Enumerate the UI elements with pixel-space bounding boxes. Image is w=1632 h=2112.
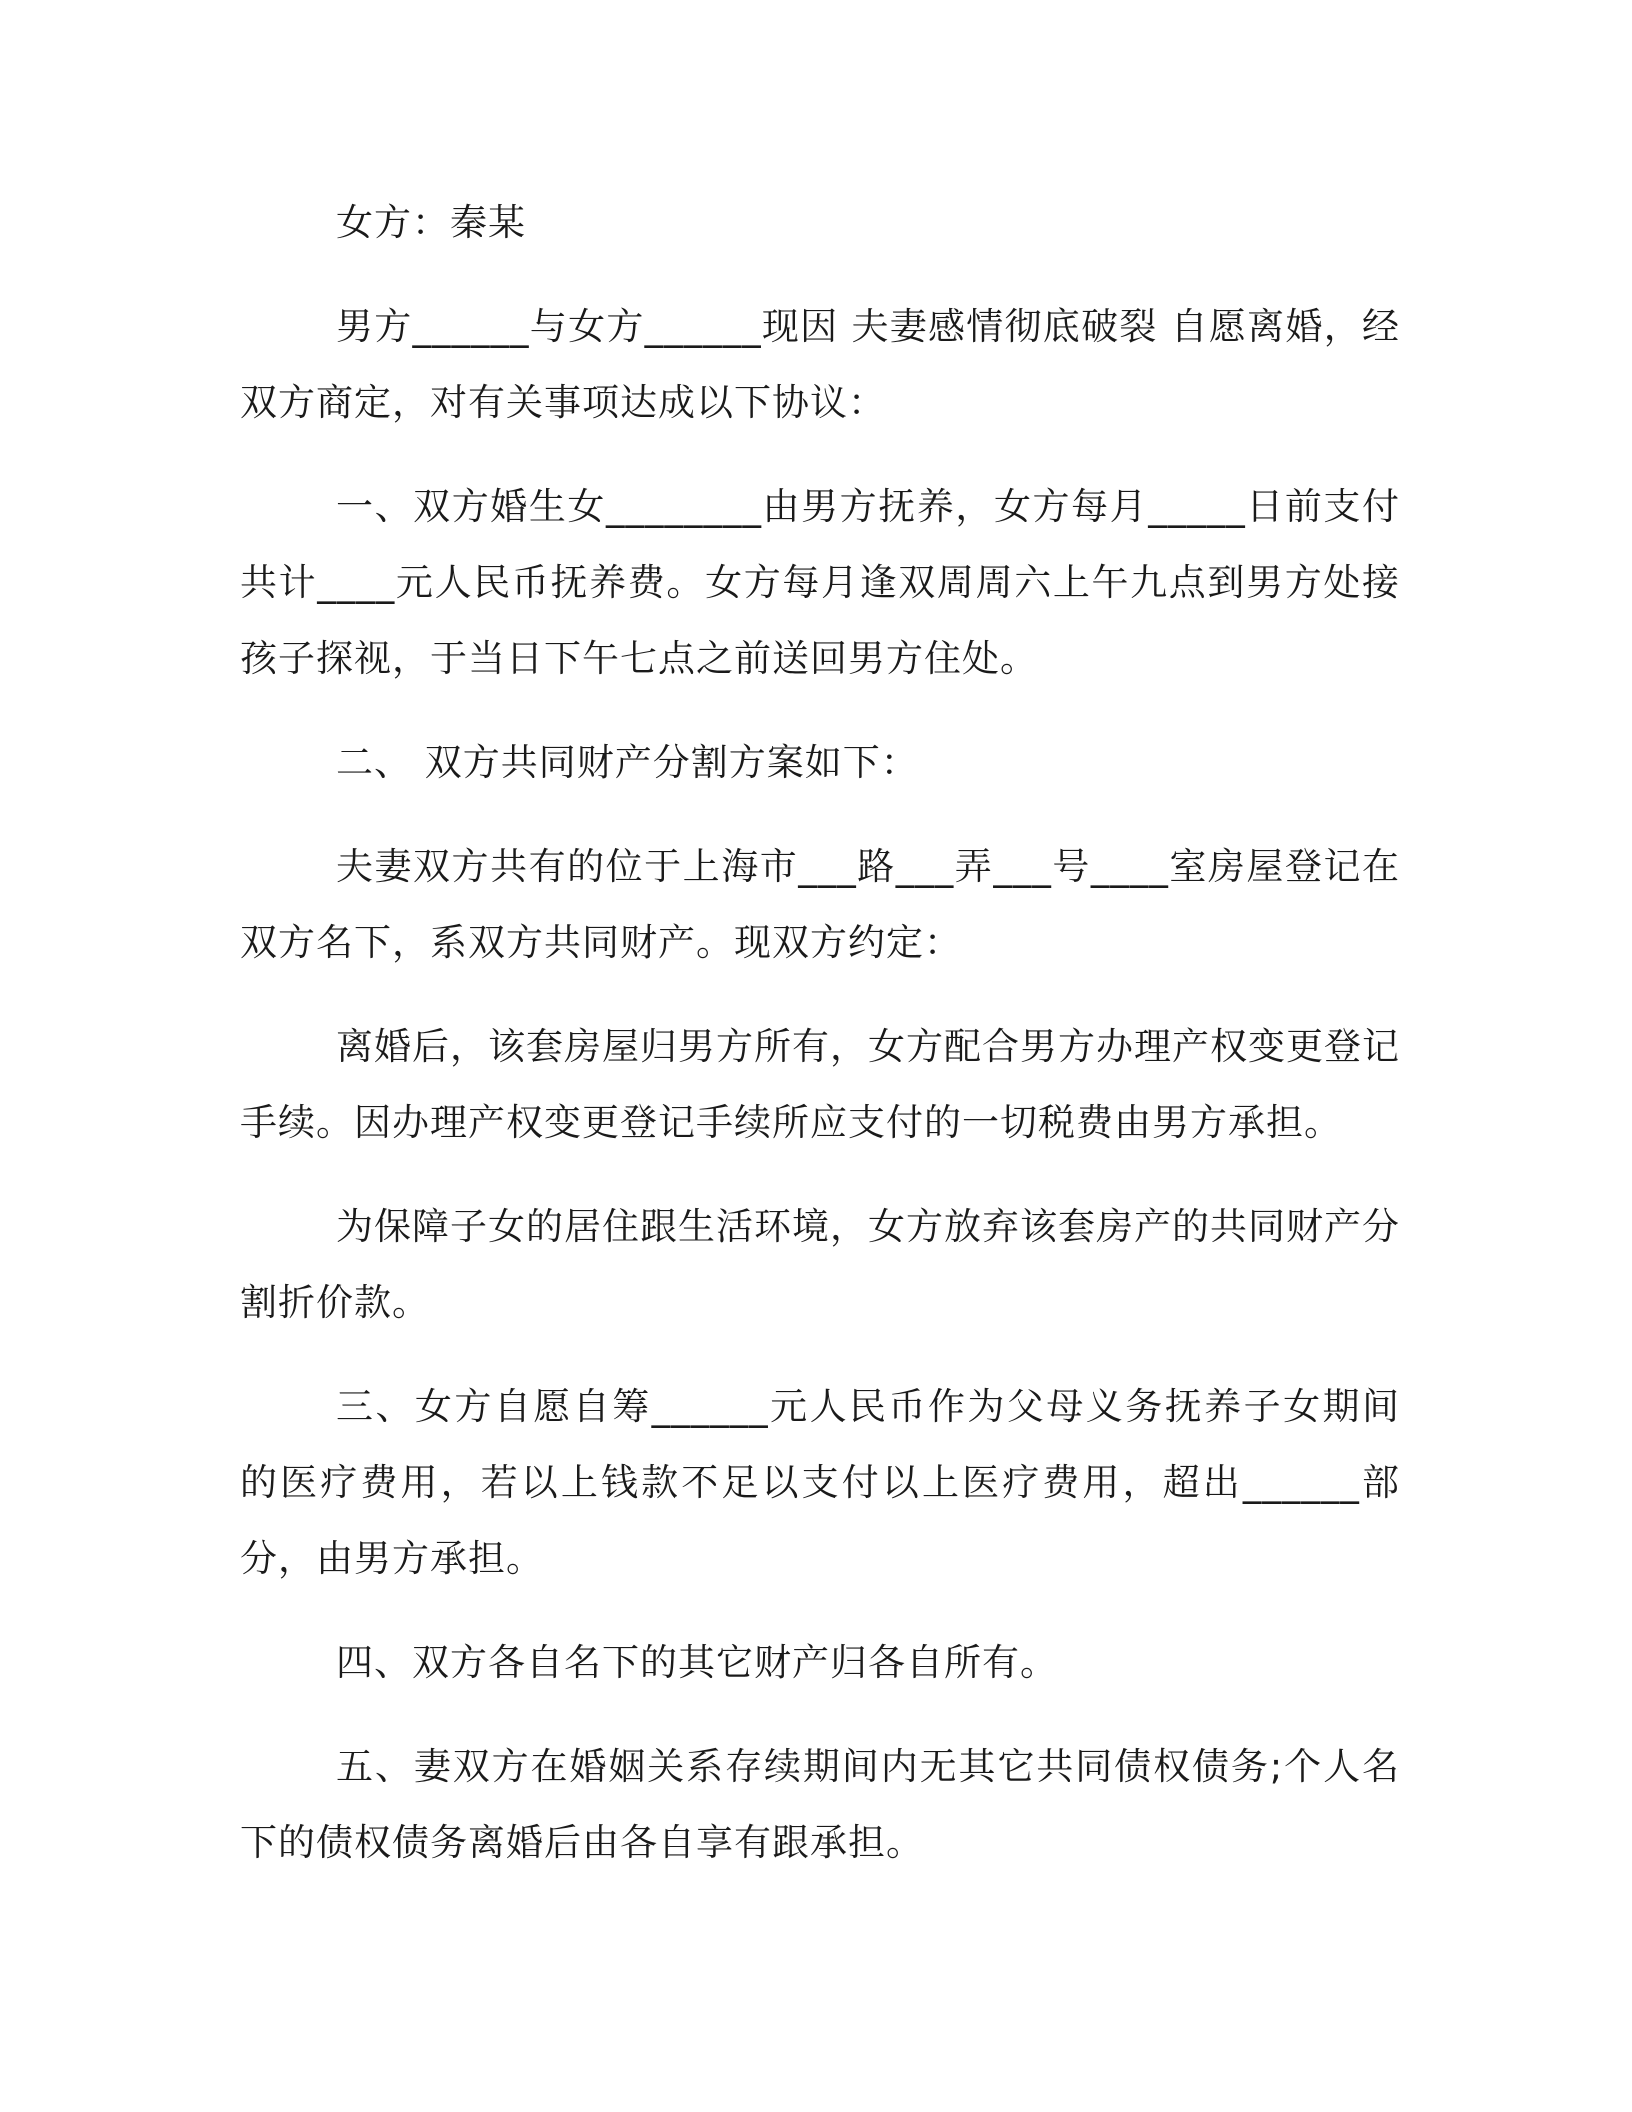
property-waiver-terms: 为保障子女的居住跟生活环境，女方放弃该套房产的共同财产分割折价款。: [240, 1205, 1400, 1324]
clause-2-heading: 二、 双方共同财产分割方案如下：: [336, 741, 919, 784]
clause-1-child-custody: 一、双方婚生女________由男方抚养，女方每月_____日前支付共计____元人民币抚养费。女方每月逢双周周六上午九点到男方处接孩子探视，于当日下午七点之前送回男方住处。: [240, 485, 1400, 680]
property-description: 夫妻双方共有的位于上海市___路___弄___号____室房屋登记在双方名下，系双方共同财产。现双方约定：: [240, 845, 1400, 964]
clause-4-separate-property: 四、双方各自名下的其它财产归各自所有。: [336, 1641, 1058, 1684]
agreement-preamble: 男方______与女方______现因 夫妻感情彻底破裂 自愿离婚，经双方商定，对有关事项达成以下协议：: [240, 305, 1400, 424]
clause-5-debts: 五、妻双方在婚姻关系存续期间内无其它共同债权债务;个人名下的债权债务离婚后由各自享有跟承担。: [240, 1745, 1400, 1864]
property-ownership-terms: 离婚后，该套房屋归男方所有，女方配合男方办理产权变更登记手续。因办理产权变更登记手续所应支付的一切税费由男方承担。: [240, 1025, 1400, 1144]
clause-3-medical-expenses: 三、女方自愿自筹______元人民币作为父母义务抚养子女期间的医疗费用，若以上钱款不足以支付以上医疗费用，超出______部分，由男方承担。: [240, 1385, 1400, 1580]
party-female-line: 女方：秦某: [336, 201, 526, 244]
document-body: [240, 185, 1400, 1909]
